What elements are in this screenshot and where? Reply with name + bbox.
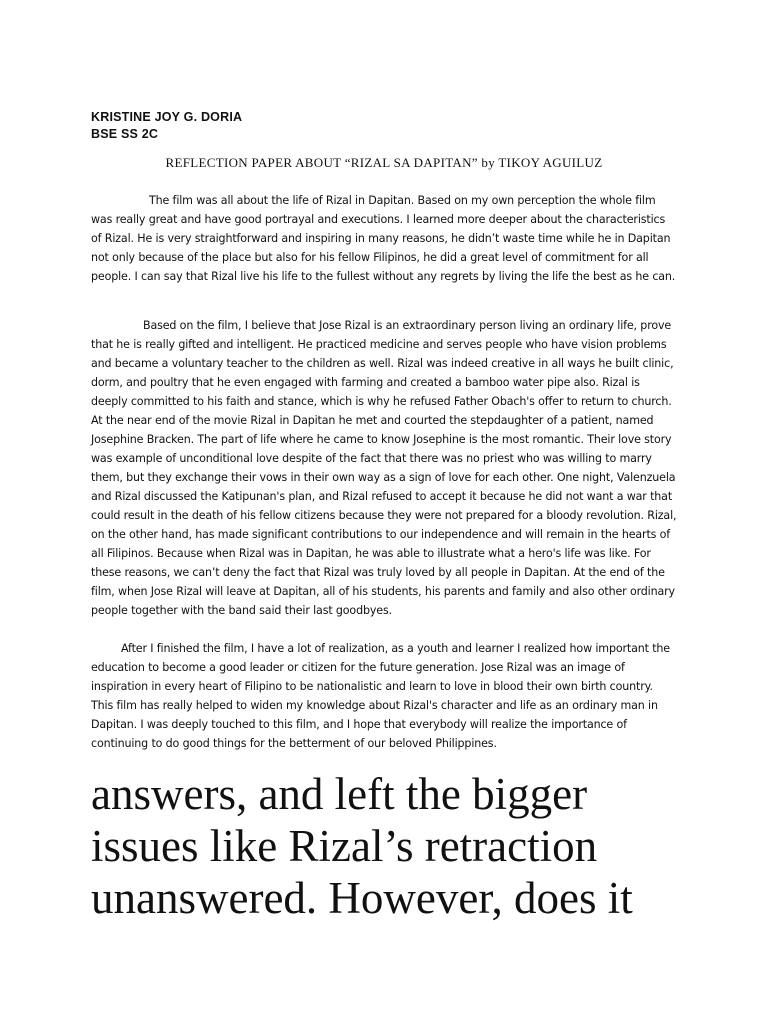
paragraph-2 [91,316,677,620]
class-section: BSE SS 2C [91,127,159,141]
excerpt-line-1: answers, and left the bigger [91,769,588,819]
paper-title: REFLECTION PAPER ABOUT “RIZAL SA DAPITAN” by TIKOY AGUILUZ [165,155,603,170]
document-header [91,109,242,143]
excerpt-line-2: issues like Rizal’s retraction [91,821,598,871]
author-name: KRISTINE JOY G. DORIA [91,110,243,124]
excerpt-line-3: unanswered. However, does it [91,873,633,923]
large-text-excerpt [91,768,751,924]
paragraph-1-text: The film was all about the life of Rizal in Dapitan. Based on my own perception the whole film was really great and have good portrayal and executions. I learned more deeper about the characteristics of Rizal. He is very straightforward and inspiring in many reasons, he didn’t waste time while he in Dapitan not only because of the place but also for his fellow Filipinos, he did a great level of commitment for all people. I can say that Rizal live his life to the fullest without any regrets by living the life the best as he can. [91,194,676,283]
paragraph-2-text: Based on the film, I believe that Jose Rizal is an extraordinary person living an ordinary life, prove that he is really gifted and intelligent. He practiced medicine and serves people who have vision problems and became a voluntary teacher to the children as well. Rizal was indeed creative in all ways he built clinic, dorm, and poultry that he even engaged with farming and created a bamboo water pipe also. Rizal is deeply committed to his faith and stance, which is why he refused Father Obach's offer to return to church. At the near end of the movie Rizal in Dapitan he met and courted the stepdaughter of a patient, named Josephine Bracken. The part of life where he came to know Josephine is the most romantic. Their love story was example of unconditional love despite of the fact that there was no priest who was willing to marry them, but they exchange their vows in their own way as a sign of love for each other. One night, Valenzuela and Rizal discussed the Katipunan's plan, and Rizal refused to accept it because he did not want a war that could result in the death of his fellow citizens because they were not prepared for a bloody revolution. Rizal, on the other hand, has made significant contributions to our independence and will remain in the hearts of all Filipinos. Because when Rizal was in Dapitan, he was able to illustrate what a hero's life was like. For these reasons, we can’t deny the fact that Rizal was truly loved by all people in Dapitan. At the end of the film, when Jose Rizal will leave at Dapitan, all of his students, his parents and family and also other ordinary people together with the band said their last goodbyes. [91,319,677,617]
paragraph-3-text: After I finished the film, I have a lot of realization, as a youth and learner I realized how important the education to become a good leader or citizen for the future generation. Jose Rizal was an image of inspiration in every heart of Filipino to be nationalistic and learn to love in blood their own birth country. This film has really helped to widen my knowledge about Rizal's character and life as an ordinary man in Dapitan. I was deeply touched to this film, and I hope that everybody will realize the importance of continuing to do good things for the betterment of our beloved Philippines. [91,642,670,750]
paragraph-3 [91,639,677,753]
paragraph-1 [91,191,677,286]
